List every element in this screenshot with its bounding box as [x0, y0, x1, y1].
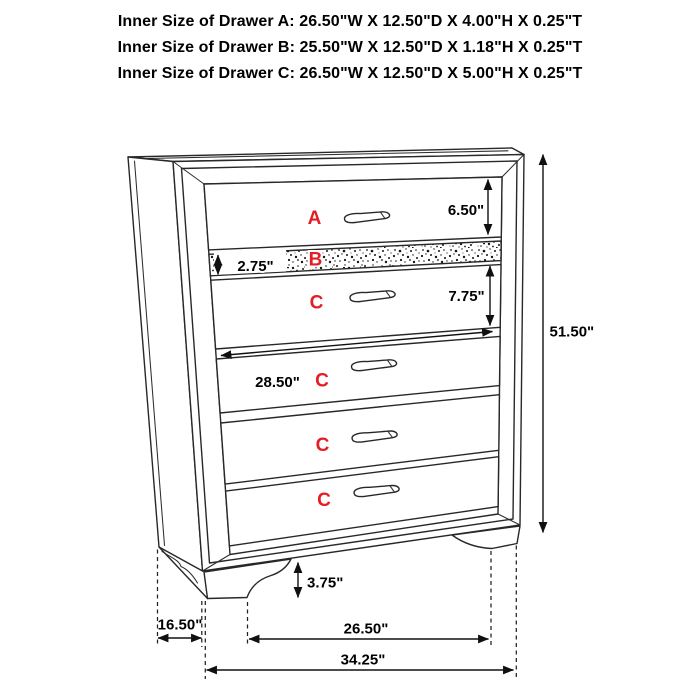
dim-base-inner-width: 26.50"	[343, 620, 389, 638]
spec-line-drawer-b: Inner Size of Drawer B: 25.50"W X 12.50"D X 1.18"H X 0.25"T	[117, 39, 583, 56]
spec-line-drawer-a: Inner Size of Drawer A: 26.50"W X 12.50"D X 4.00"H X 0.25"T	[117, 13, 583, 30]
drawer-fronts	[204, 177, 502, 546]
dim-drawer-c-height: 7.75"	[448, 288, 485, 305]
drawer-b-label: B	[308, 249, 323, 271]
spec-line-drawer-c: Inner Size of Drawer C: 26.50"W X 12.50"D X 5.00"H X 0.25"T	[117, 65, 583, 82]
dim-side-depth: 16.50"	[157, 616, 203, 634]
dim-foot-height: 3.75"	[307, 574, 344, 592]
dim-overall-width: 34.25"	[340, 651, 386, 669]
dim-drawer-a-height: 6.50"	[447, 202, 485, 219]
drawer-c2-label: C	[315, 370, 329, 392]
drawer-c3-label: C	[315, 435, 330, 456]
dim-inner-width: 28.50"	[255, 374, 300, 391]
drawer-c1-label: C	[309, 292, 324, 314]
dim-drawer-b-height: 2.75"	[237, 258, 274, 275]
drawer-c4-label: C	[317, 490, 331, 511]
drawer-a-label: A	[307, 208, 322, 229]
dim-overall-height: 51.50"	[549, 323, 595, 341]
